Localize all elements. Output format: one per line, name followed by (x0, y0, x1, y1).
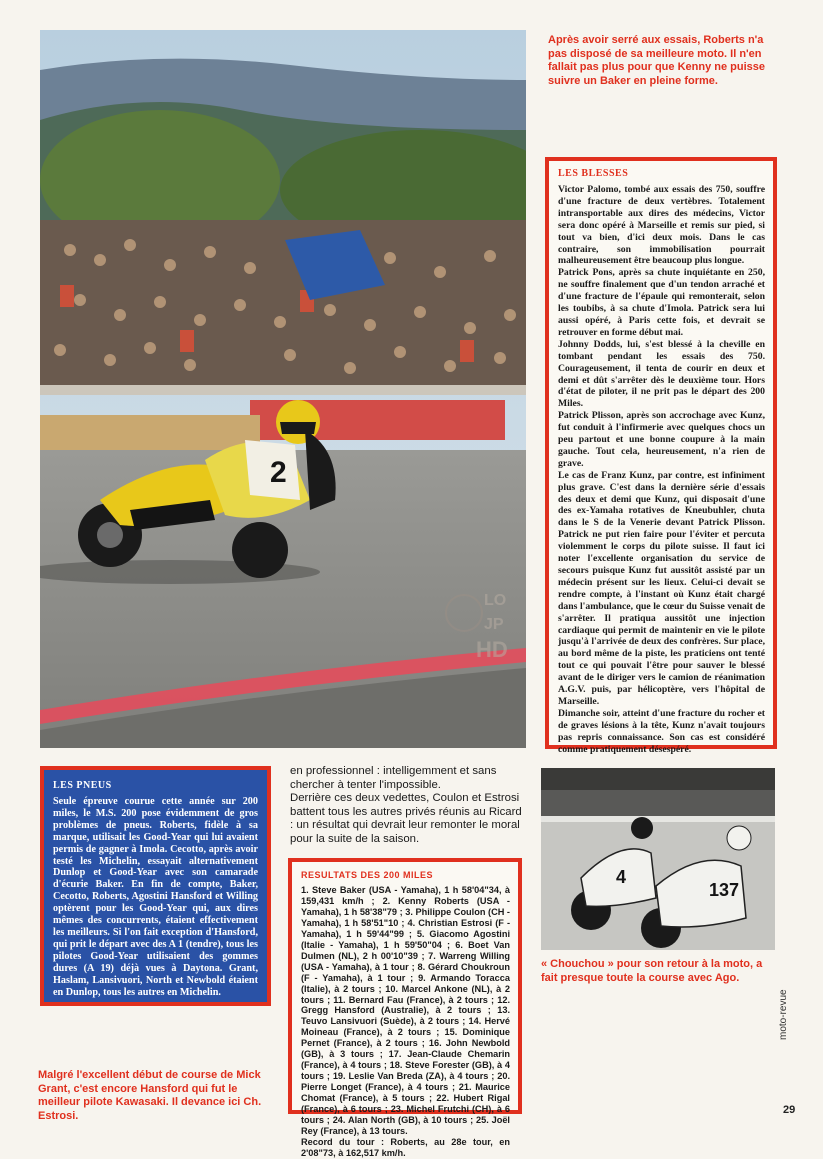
watermark-text-2: JP (484, 616, 504, 633)
bike-number-4: 4 (616, 867, 627, 887)
pneus-box (40, 766, 271, 1006)
small-race-photo (541, 768, 775, 950)
pneus-body: Seule épreuve courue cette année sur 200 miles, le M.S. 200 pose évidemment de gros problèmes de pneus. Roberts, fidèle à sa marque, utilisait les Good-Year qui lui avaient permis de gagner à Imola. Cecotto, après avoir testé les Michelin, essayait alternativement Dunlop et Good-Year avec son camarade d'écurie Baker. En fin de compte, Baker, Cecotto, Roberts, Agostini Hansford et Willing optèrent pour les Good-Year qui, aux dires mêmes des concurrents, étaient effectivement les meilleurs. Si l'on fait exception d'Hansford, qui prit le départ avec des A 1 (tendre), tous les pilotes Good-Year utilisaient des gommes dures (A 19) déjà vues à Daytona. Grant, Haslam, Lansivuori, North et Newbold étaient en Dunlop, tous les autres en Michelin. (53, 796, 258, 998)
resultats-box (288, 858, 522, 1158)
resultats-title: RESULTATS DES 200 MILES (301, 870, 434, 880)
watermark-text-1: LO (484, 592, 507, 609)
article-continuation: en professionnel : intelligemment et sans chercher à tenter l'impossible. Derrière ces deux vedettes, Coulon et Estrosi battent tous les autres privés réunis au Ricard : un résultat qui devrait leur remonter le moral pour la suite de la saison. (290, 765, 522, 845)
bike-number-137: 137 (709, 880, 740, 900)
caption-top: Après avoir serré aux essais, Roberts n'a pas disposé de sa meilleure moto. Il n'en fallait pas plus pour que Kenny ne puisse suivre un Baker en pleine forme. (548, 34, 765, 87)
watermark-logo (442, 585, 522, 665)
pneus-title: LES PNEUS (53, 780, 112, 791)
magazine-name: moto-revue (778, 989, 789, 1040)
resultats-body: 1. Steve Baker (USA - Yamaha), 1 h 58'04"34, à 159,431 km/h ; 2. Kenny Roberts (USA - Yamaha), 1 h 58'38"79 ; 3. Philippe Coulon (CH - Yamaha), 1 h 58'51"10 ; 4. Christian Estrosi (F - Yamaha), 1 h 59'44"99 ; 5. Giacomo Agostini (Italie - Yamaha), 1 h 59'50"04 ; 6. Boet Van Dulmen (NL), 2 h 00'10"39 ; 7. Warreng Willing (USA - Yamaha), à 1 tour ; 8. Gérard Choukroun (F - Yamaha), à 1 tour ; 9. Armando Toracca (Italie), à 2 tours ; 10. Marcel Ankone (NL), à 2 tours ; 11. Bernard Fau (France), à 2 tours ; 12. Gregg Hansford (Australie), à 2 tours ; 13. Teuvo Lansivuori (Suède), à 2 tours ; 14. Hervé Moineau (France), à 2 tours ; 15. Dominique Pernet (France), à 2 tours ; 16. John Newbold (GB), à 3 tours ; 17. Jean-Claude Chemarin (France), à 4 tours ; 18. Steve Forester (GB), à 4 tours ; 19. Leslie Van Breda (ZA), à 4 tours ; 20. Pierre Longet (France), à 4 tours ; 21. Maurice Chomat (France), à 5 tours ; 22. Hubert Rigal (France), à 6 tours ; 23. Michel Frutchi (CH), à 6 tours ; 24. Alan North (GB), à 10 tours ; 25. Joël Rey (France), à 13 tours. Record du tour : Roberts, au 28e tour, en 2'08"73, à 162,517 km/h. (301, 885, 510, 1158)
blesses-body: Victor Palomo, tombé aux essais des 750, souffre d'une fracture de deux vertèbres. Totalement intransportable aux dires des médecins, Victor sera donc opéré à Marseille et remis sur pied, si tout va bien, d'ici deux mois. Dans le cas contraire, son immobilisation pourrait malheureusement être beaucoup plus longue. Patrick Pons, après sa chute inquiétante en 250, ne souffre finalement que d'un tendon arraché et d'une fracture de l'épaule qui remonterait, selon les toubibs, à sa chute d'Imola. Patrick sera lui aussi opéré, à Paris cette fois, et devrait se retrouver en forme début mai. Johnny Dodds, lui, s'est blessé à la cheville en tombant pendant les essais des 750. Courageusement, il tenta de courir en deux et demi et dût s'arrêter dès le deuxième tour. Hors d'état de piloter, il ne prit pas le départ des 200 Miles. Patrick Plisson, après son accrochage avec Kunz, fut conduit à l'infirmerie avec quelques chocs un peu partout et une bonne coupure à la main gauche. Tout cela, heureusement, n'a rien de grave. Le cas de Franz Kunz, par contre, est infiniment plus grave. C'est dans la dernière série d'essais des deux et demi que Kunz, qui disposait d'une des ex-Yamaha rotatives de Kneubuhler, chuta dans le S de la Venerie devant Patrick Plisson. Patrick ne put rien faire pour l'éviter et percuta violemment le corps du pilote suisse. Il faut ici noter l'excellente organisation du service de secours puisque Kunz fut aussitôt assisté par un médecin présent sur les lieux. Celui-ci devait se rendre compte, à l'instant où Kunz était chargé dans l'ambulance, que le cœur du Suisse venait de s'arrêter. Il pratiqua aussitôt une injection cardiaque qui permit de maintenir en vie le pilote jusqu'à l'arrivée de deux des confrères. Sur place, au bord même de la piste, les praticiens ont tenté tout ce qui pouvait l'être pour sauver le blessé avant de le diriger vers le camion de réanimation A.G.V. puis, par hélicoptère, vers l'hôpital de Marseille. Dimanche soir, atteint d'une fracture du rocher et de graves lésions à la tête, Kunz n'avait toujours pas repris connaissance. Son cas est considéré comme pratiquement désespéré. (558, 184, 765, 755)
watermark-text-3: HD (476, 637, 508, 662)
bike-number-main: 2 (270, 456, 287, 489)
blesses-box (545, 157, 777, 755)
caption-mid-right: « Chouchou » pour son retour à la moto, a fait presque toute la course avec Ago. (541, 958, 763, 984)
page-number: 29 (783, 1104, 796, 1116)
blesses-title: LES BLESSES (558, 168, 629, 179)
caption-bottom-left: Malgré l'excellent début de course de Mick Grant, c'est encore Hansford qui fut le meilleur pilote Kawasaki. Il devance ici Ch. Estrosi. (38, 1069, 262, 1122)
